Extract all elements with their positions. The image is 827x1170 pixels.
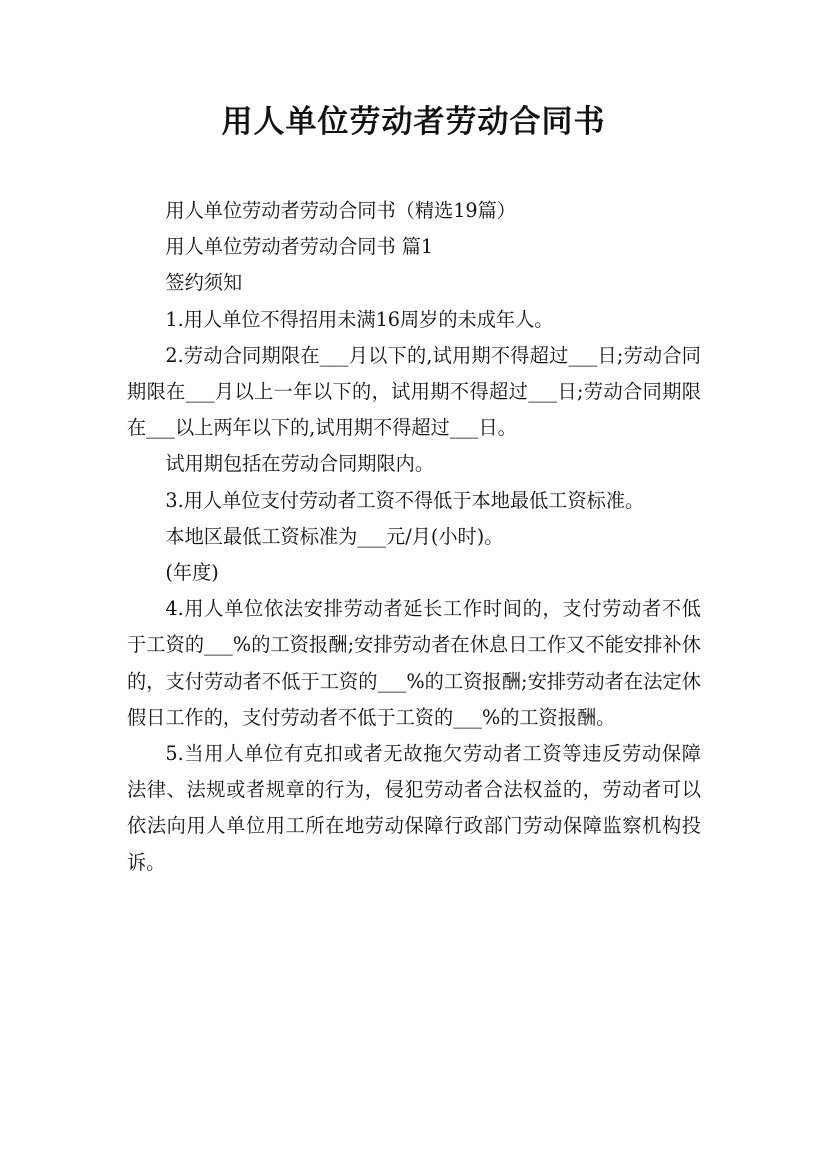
paragraph-clause-3: 3.用人单位支付劳动者工资不得低于本地最低工资标准。 xyxy=(165,488,645,512)
paragraph-signing-notice: 签约须知 xyxy=(165,271,243,295)
paragraph-year: (年度) xyxy=(165,561,219,585)
paragraph-probation-note: 试用期包括在劳动合同期限内。 xyxy=(165,452,435,476)
paragraph-clause-4: 4.用人单位依法安排劳动者延长工作时间的，支付劳动者不低于工资的___%的工资报酬;安排劳动者在休息日工作又不能安排补休的，支付劳动者不低于工资的___%的工资报酬;安排劳动者在法定休假日工作的，支付劳动者不低于工资的___%的工资报酬。 xyxy=(127,597,701,729)
paragraph-clause-2: 2.劳动合同期限在___月以下的,试用期不得超过___日;劳动合同期限在___月以上一年以下的，试用期不得超过___日;劳动合同期限在___以上两年以下的,试用期不得超过___日。 xyxy=(127,343,701,440)
paragraph-heading-selection: 用人单位劳动者劳动合同书（精选19篇） xyxy=(165,199,516,222)
document-title: 用人单位劳动者劳动合同书 xyxy=(221,104,606,140)
paragraph-part-title: 用人单位劳动者劳动合同书 篇1 xyxy=(165,235,434,259)
document-body xyxy=(127,193,701,881)
paragraph-clause-5: 5.当用人单位有克扣或者无故拖欠劳动者工资等违反劳动保障法律、法规或者规章的行为，侵犯劳动者合法权益的，劳动者可以依法向用人单位用工所在地劳动保障行政部门劳动保障监察机构投诉。 xyxy=(127,742,701,874)
paragraph-minimum-wage: 本地区最低工资标准为___元/月(小时)。 xyxy=(165,524,504,548)
paragraph-clause-1: 1.用人单位不得招用未满16周岁的未成年人。 xyxy=(165,307,554,331)
